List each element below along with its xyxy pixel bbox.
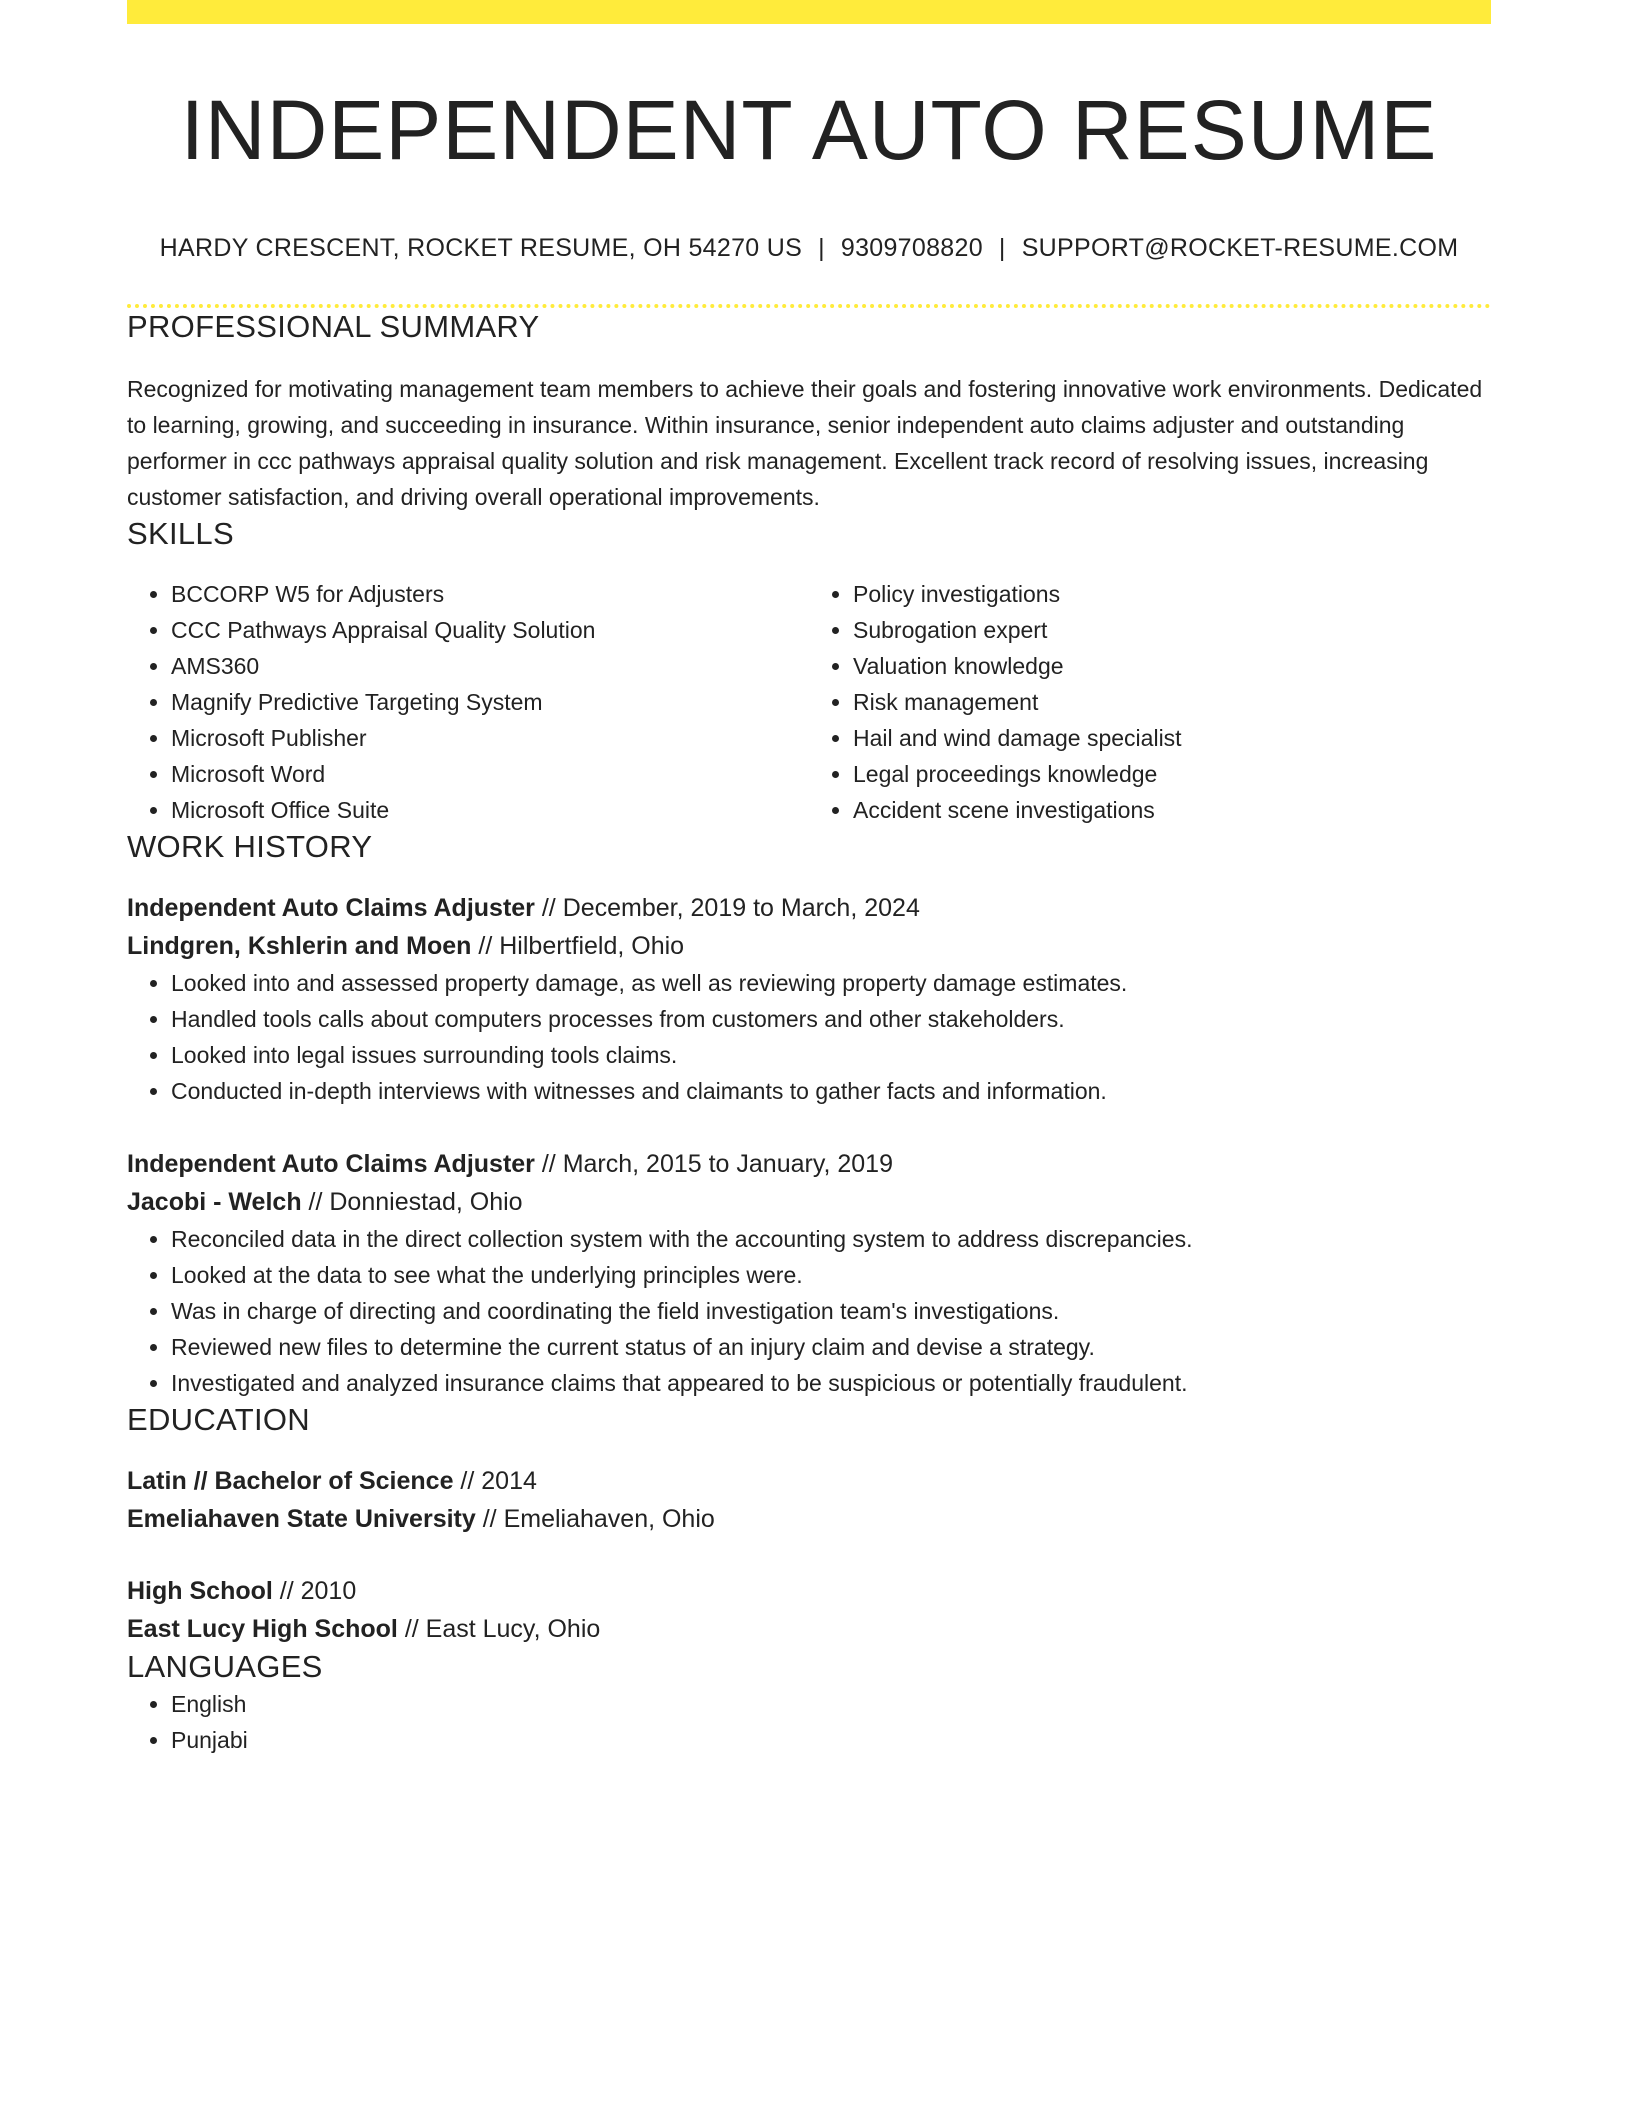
job-dates: // March, 2015 to January, 2019 [534,1150,893,1179]
skill-item: • Microsoft Office Suite [171,792,809,828]
skills-heading: SKILLS [127,515,234,551]
skills-columns [127,576,1491,828]
job-company-line [127,1183,1491,1221]
job-entry [127,1145,1491,1401]
education-year: // 2010 [272,1577,357,1606]
contact-separator: | [998,233,1006,262]
summary-text: Recognized for motivating management team members to achieve their goals and fostering innovative work environments. Dedicated to learning, growing, and succeeding in insurance. Within insurance, senior independent auto claims adjuster and outstanding performer in ccc pathways appraisal quality solution and risk management. Excellent track record of resolving issues, increasing customer satisfaction, and driving overall operational improvements. [127,375,1483,510]
education-degree-line [127,1572,1491,1610]
job-location: // Hilbertfield, Ohio [471,932,685,961]
job-company: Lindgren, Kshlerin and Moen [127,932,472,961]
education-school: Emeliahaven State University [127,1505,476,1534]
job-duty: • Handled tools calls about computers processes from customers and other stakeholders. [171,1001,1491,1037]
education-school-line [127,1610,1491,1648]
job-duty: • Looked into and assessed property damage, as well as reviewing property damage estimates. [171,965,1491,1001]
email: SUPPORT@ROCKET-RESUME.COM [1021,233,1459,262]
job-entry [127,889,1491,1109]
job-duty: • Looked into legal issues surrounding tools claims. [171,1037,1491,1073]
skill-item: • Hail and wind damage specialist [853,720,1491,756]
job-dates: // December, 2019 to March, 2024 [534,894,920,923]
skill-item: • Accident scene investigations [853,792,1491,828]
job-duty: • Was in charge of directing and coordinating the field investigation team's investigations. [171,1293,1491,1329]
language-item: • English [171,1686,1491,1722]
job-title: Independent Auto Claims Adjuster [127,1150,535,1179]
education-location: // East Lucy, Ohio [397,1615,601,1644]
languages-heading: LANGUAGES [127,1649,323,1685]
education-degree-line [127,1462,1491,1500]
education-year: // 2014 [453,1467,537,1496]
education-entry [127,1462,1491,1538]
job-duty: • Looked at the data to see what the underlying principles were. [171,1257,1491,1293]
address: HARDY CRESCENT, ROCKET RESUME, OH 54270 US [159,233,803,262]
education-degree: High School [127,1577,273,1606]
skill-item: • AMS360 [171,648,809,684]
job-duty: • Conducted in-depth interviews with witnesses and claimants to gather facts and information. [171,1073,1491,1109]
job-duty: • Reviewed new files to determine the current status of an injury claim and devise a strategy. [171,1329,1491,1365]
job-title-line [127,889,1491,927]
education-school: East Lucy High School [127,1615,398,1644]
education-school-line [127,1500,1491,1538]
skill-item: • BCCORP W5 for Adjusters [171,576,809,612]
work-history-heading: WORK HISTORY [127,828,373,864]
skill-item: • CCC Pathways Appraisal Quality Solution [171,612,809,648]
job-duty: • Investigated and analyzed insurance claims that appeared to be suspicious or potentially fraudulent. [171,1365,1491,1401]
contact-separator: | [818,233,825,262]
skill-item: • Valuation knowledge [853,648,1491,684]
skills-list-right [809,576,1491,828]
resume-title: INDEPENDENT AUTO RESUME [180,83,1438,177]
education-entry [127,1572,1491,1648]
skill-item: • Microsoft Publisher [171,720,809,756]
skill-item: • Legal proceedings knowledge [853,756,1491,792]
education-location: // Emeliahaven, Ohio [475,1505,715,1534]
contact-line [127,233,1491,263]
job-location: // Donniestad, Ohio [301,1188,523,1217]
education-heading: EDUCATION [127,1402,310,1438]
resume-page [127,0,1491,1758]
job-title-line [127,1145,1491,1183]
skill-item: • Magnify Predictive Targeting System [171,684,809,720]
skill-item: • Policy investigations [853,576,1491,612]
education-degree: Latin // Bachelor of Science [127,1467,454,1496]
languages-list [127,1686,1491,1758]
phone: 9309708820 [840,233,983,262]
job-duty: • Reconciled data in the direct collection system with the accounting system to address discrepancies. [171,1221,1491,1257]
language-item: • Punjabi [171,1722,1491,1758]
skill-item: • Microsoft Word [171,756,809,792]
skill-item: • Subrogation expert [853,612,1491,648]
accent-bar [127,0,1491,24]
job-duties [127,1221,1491,1401]
skill-item: • Risk management [853,684,1491,720]
job-company: Jacobi - Welch [127,1188,302,1217]
job-company-line [127,927,1491,965]
job-title: Independent Auto Claims Adjuster [127,894,535,923]
job-duties [127,965,1491,1109]
summary-heading: PROFESSIONAL SUMMARY [127,308,540,344]
skills-list-left [127,576,809,828]
